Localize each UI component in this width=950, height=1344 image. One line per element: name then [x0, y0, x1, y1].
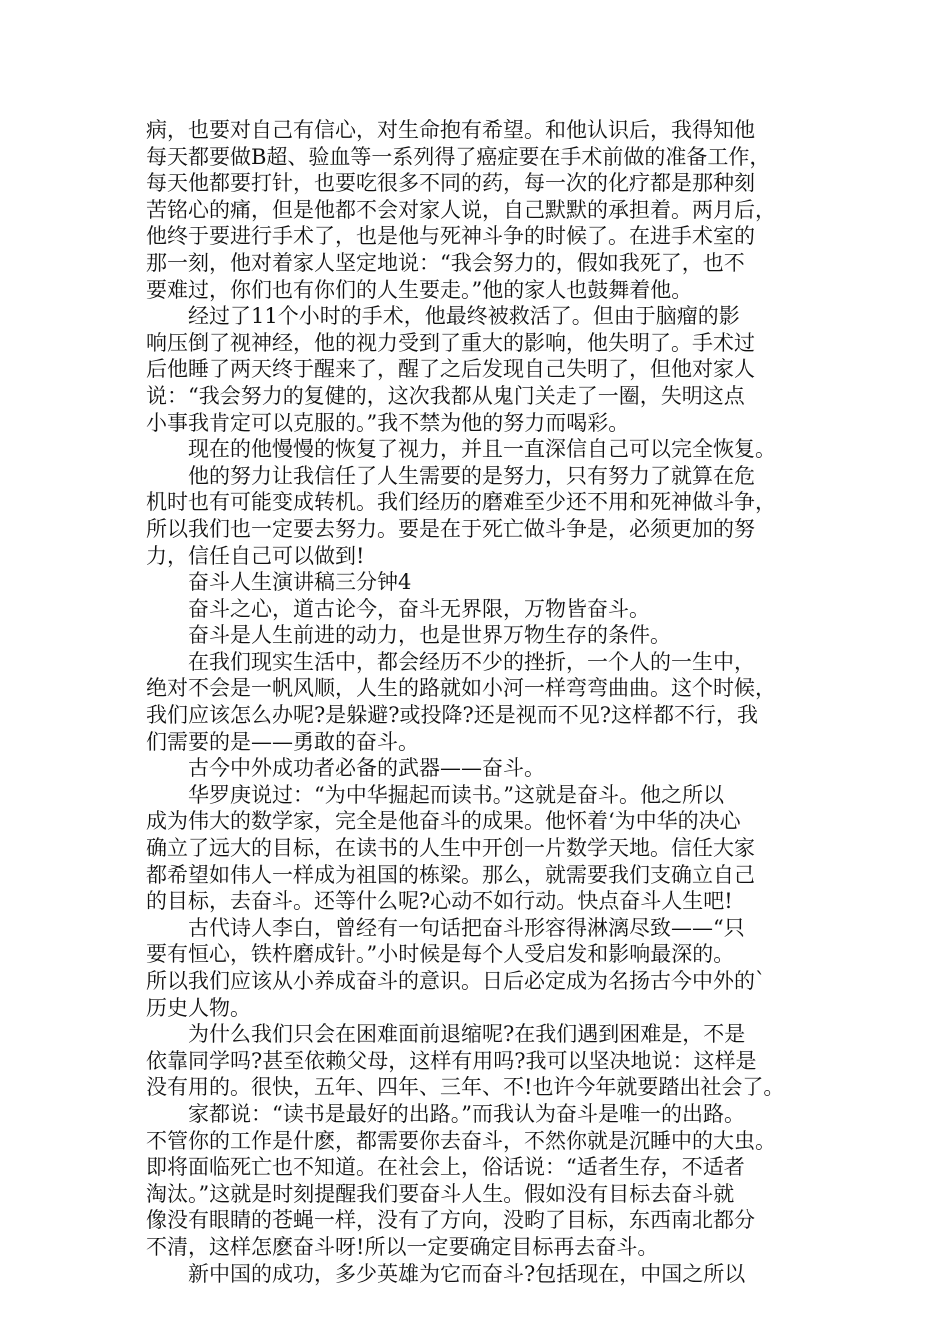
- text-line: 淘汰。”这就是时刻提醒我们要奋斗人生。假如没有目标去奋斗就: [146, 1181, 735, 1206]
- text-line: 要难过，你们也有你们的人生要走。”他的家人也鼓舞着他。: [146, 277, 693, 302]
- text-line: 病，也要对自己有信心，对生命抱有希望。和他认识后，我得知他: [146, 118, 755, 142]
- paragraph: [146, 649, 821, 755]
- paragraph: [146, 117, 821, 303]
- paragraph: [146, 622, 821, 649]
- document-body: [146, 117, 821, 1287]
- text-line: 要有恒心，铁杵磨成针。”小时候是每个人受启发和影响最深的。: [146, 942, 735, 967]
- text-line: 奋斗是人生前进的动力，也是世界万物生存的条件。: [146, 623, 671, 648]
- text-line: 新中国的成功，多少英雄为它而奋斗?包括现在，中国之所以: [146, 1261, 746, 1286]
- text-line: 每天他都要打针，也要吃很多不同的药，每一次的化疗都是那种刻: [146, 171, 755, 196]
- text-line: 华罗庚说过：“为中华掘起而读书。”这就是奋斗。他之所以: [146, 782, 724, 807]
- text-line: 我们应该怎么办呢?是躲避?或投降?还是视而不见?这样都不行，我: [146, 703, 759, 728]
- text-line: 经过了11个小时的手术，他最终被救活了。但由于脑瘤的影: [146, 304, 740, 329]
- text-line: 响压倒了视神经，他的视力受到了重大的影响，他失明了。手术过: [146, 330, 755, 355]
- text-line: 奋斗人生演讲稿三分钟4: [146, 570, 412, 595]
- paragraph: [146, 755, 821, 782]
- text-line: 绝对不会是一帆风顺，人生的路就如小河一样弯弯曲曲。这个时候，: [146, 676, 776, 701]
- paragraph: [146, 569, 821, 596]
- paragraph: [146, 915, 821, 1021]
- paragraph: [146, 782, 821, 915]
- text-line: 他终于要进行手术了，也是他与死神斗争的时候了。在进手术室的: [146, 224, 755, 249]
- text-line: 家都说：“读书是最好的出路。”而我认为奋斗是唯一的出路。: [146, 1101, 745, 1126]
- paragraph: [146, 1261, 821, 1288]
- text-line: 没有用的。很快，五年、四年、三年、不!也许今年就要踏出社会了。: [146, 1075, 785, 1100]
- text-line: 都希望如伟人一样成为祖国的栋梁。那么，就需要我们支确立自己: [146, 862, 755, 887]
- text-line: 那一刻，他对着家人坚定地说：“我会努力的，假如我死了，也不: [146, 250, 745, 275]
- text-line: 苦铭心的痛，但是他都不会对家人说，自己默默的承担着。两月后，: [146, 197, 776, 222]
- text-line: 后他睡了两天终于醒来了，醒了之后发现自己失明了，但他对家人: [146, 357, 755, 382]
- text-line: 机时也有可能变成转机。我们经历的磨难至少还不用和死神做斗争，: [146, 490, 776, 515]
- text-line: 力，信任自己可以做到!: [146, 543, 365, 568]
- text-line: 在我们现实生活中，都会经历不少的挫折，一个人的一生中，: [146, 649, 755, 674]
- text-line: 所以我们也一定要去努力。要是在于死亡做斗争是，必须更加的努: [146, 516, 755, 541]
- text-line: 每天都要做B超、验血等一系列得了癌症要在手术前做的准备工作，: [146, 144, 771, 169]
- paragraph: [146, 436, 821, 463]
- text-line: 的目标，去奋斗。还等什么呢?心动不如行动。快点奋斗人生吧!: [146, 889, 733, 914]
- text-line: 奋斗之心，道古论今，奋斗无界限，万物皆奋斗。: [146, 596, 650, 621]
- text-line: 小事我肯定可以克服的。”我不禁为他的努力而喝彩。: [146, 410, 630, 435]
- text-line: 说：“我会努力的复健的，这次我都从鬼门关走了一圈，失明这点: [146, 383, 745, 408]
- paragraph: [146, 303, 821, 436]
- text-line: 他的努力让我信任了人生需要的是努力，只有努力了就算在危: [146, 463, 755, 488]
- paragraph: [146, 1101, 821, 1261]
- text-line: 为什么我们只会在困难面前退缩呢?在我们遇到困难是，不是: [146, 1022, 746, 1047]
- text-line: 古今中外成功者必备的武器——奋斗。: [146, 756, 545, 781]
- text-line: 古代诗人李白，曾经有一句话把奋斗形容得淋漓尽致——“只: [146, 915, 745, 940]
- paragraph: [146, 1021, 821, 1101]
- text-line: 不管你的工作是什麽，都需要你去奋斗，不然你就是沉睡中的大虫。: [146, 1128, 776, 1153]
- text-line: 现在的他慢慢的恢复了视力，并且一直深信自己可以完全恢复。: [146, 437, 776, 462]
- text-line: 不清，这样怎麽奋斗呀!所以一定要确定目标再去奋斗。: [146, 1234, 659, 1259]
- text-line: 即将面临死亡也不知道。在社会上，俗话说：“适者生存，不适者: [146, 1155, 745, 1180]
- text-line: 像没有眼睛的苍蝇一样，没有了方向，没畇了目标，东西南北都分: [146, 1208, 755, 1233]
- text-line: 历史人物。: [146, 995, 251, 1020]
- text-line: 成为伟大的数学家，完全是他奋斗的成果。他怀着‘为中华的决心: [146, 809, 741, 834]
- text-line: 依靠同学吗?甚至依赖父母，这样有用吗?我可以坚决地说：这样是: [146, 1048, 757, 1073]
- text-line: 所以我们应该从小养成奋斗的意识。日后必定成为名扬古今中外的`: [146, 969, 766, 993]
- paragraph: [146, 596, 821, 623]
- text-line: 确立了远大的目标，在读书的人生中开创一片数学天地。信任大家: [146, 836, 755, 861]
- text-line: 们需要的是——勇敢的奋斗。: [146, 729, 419, 754]
- paragraph: [146, 463, 821, 569]
